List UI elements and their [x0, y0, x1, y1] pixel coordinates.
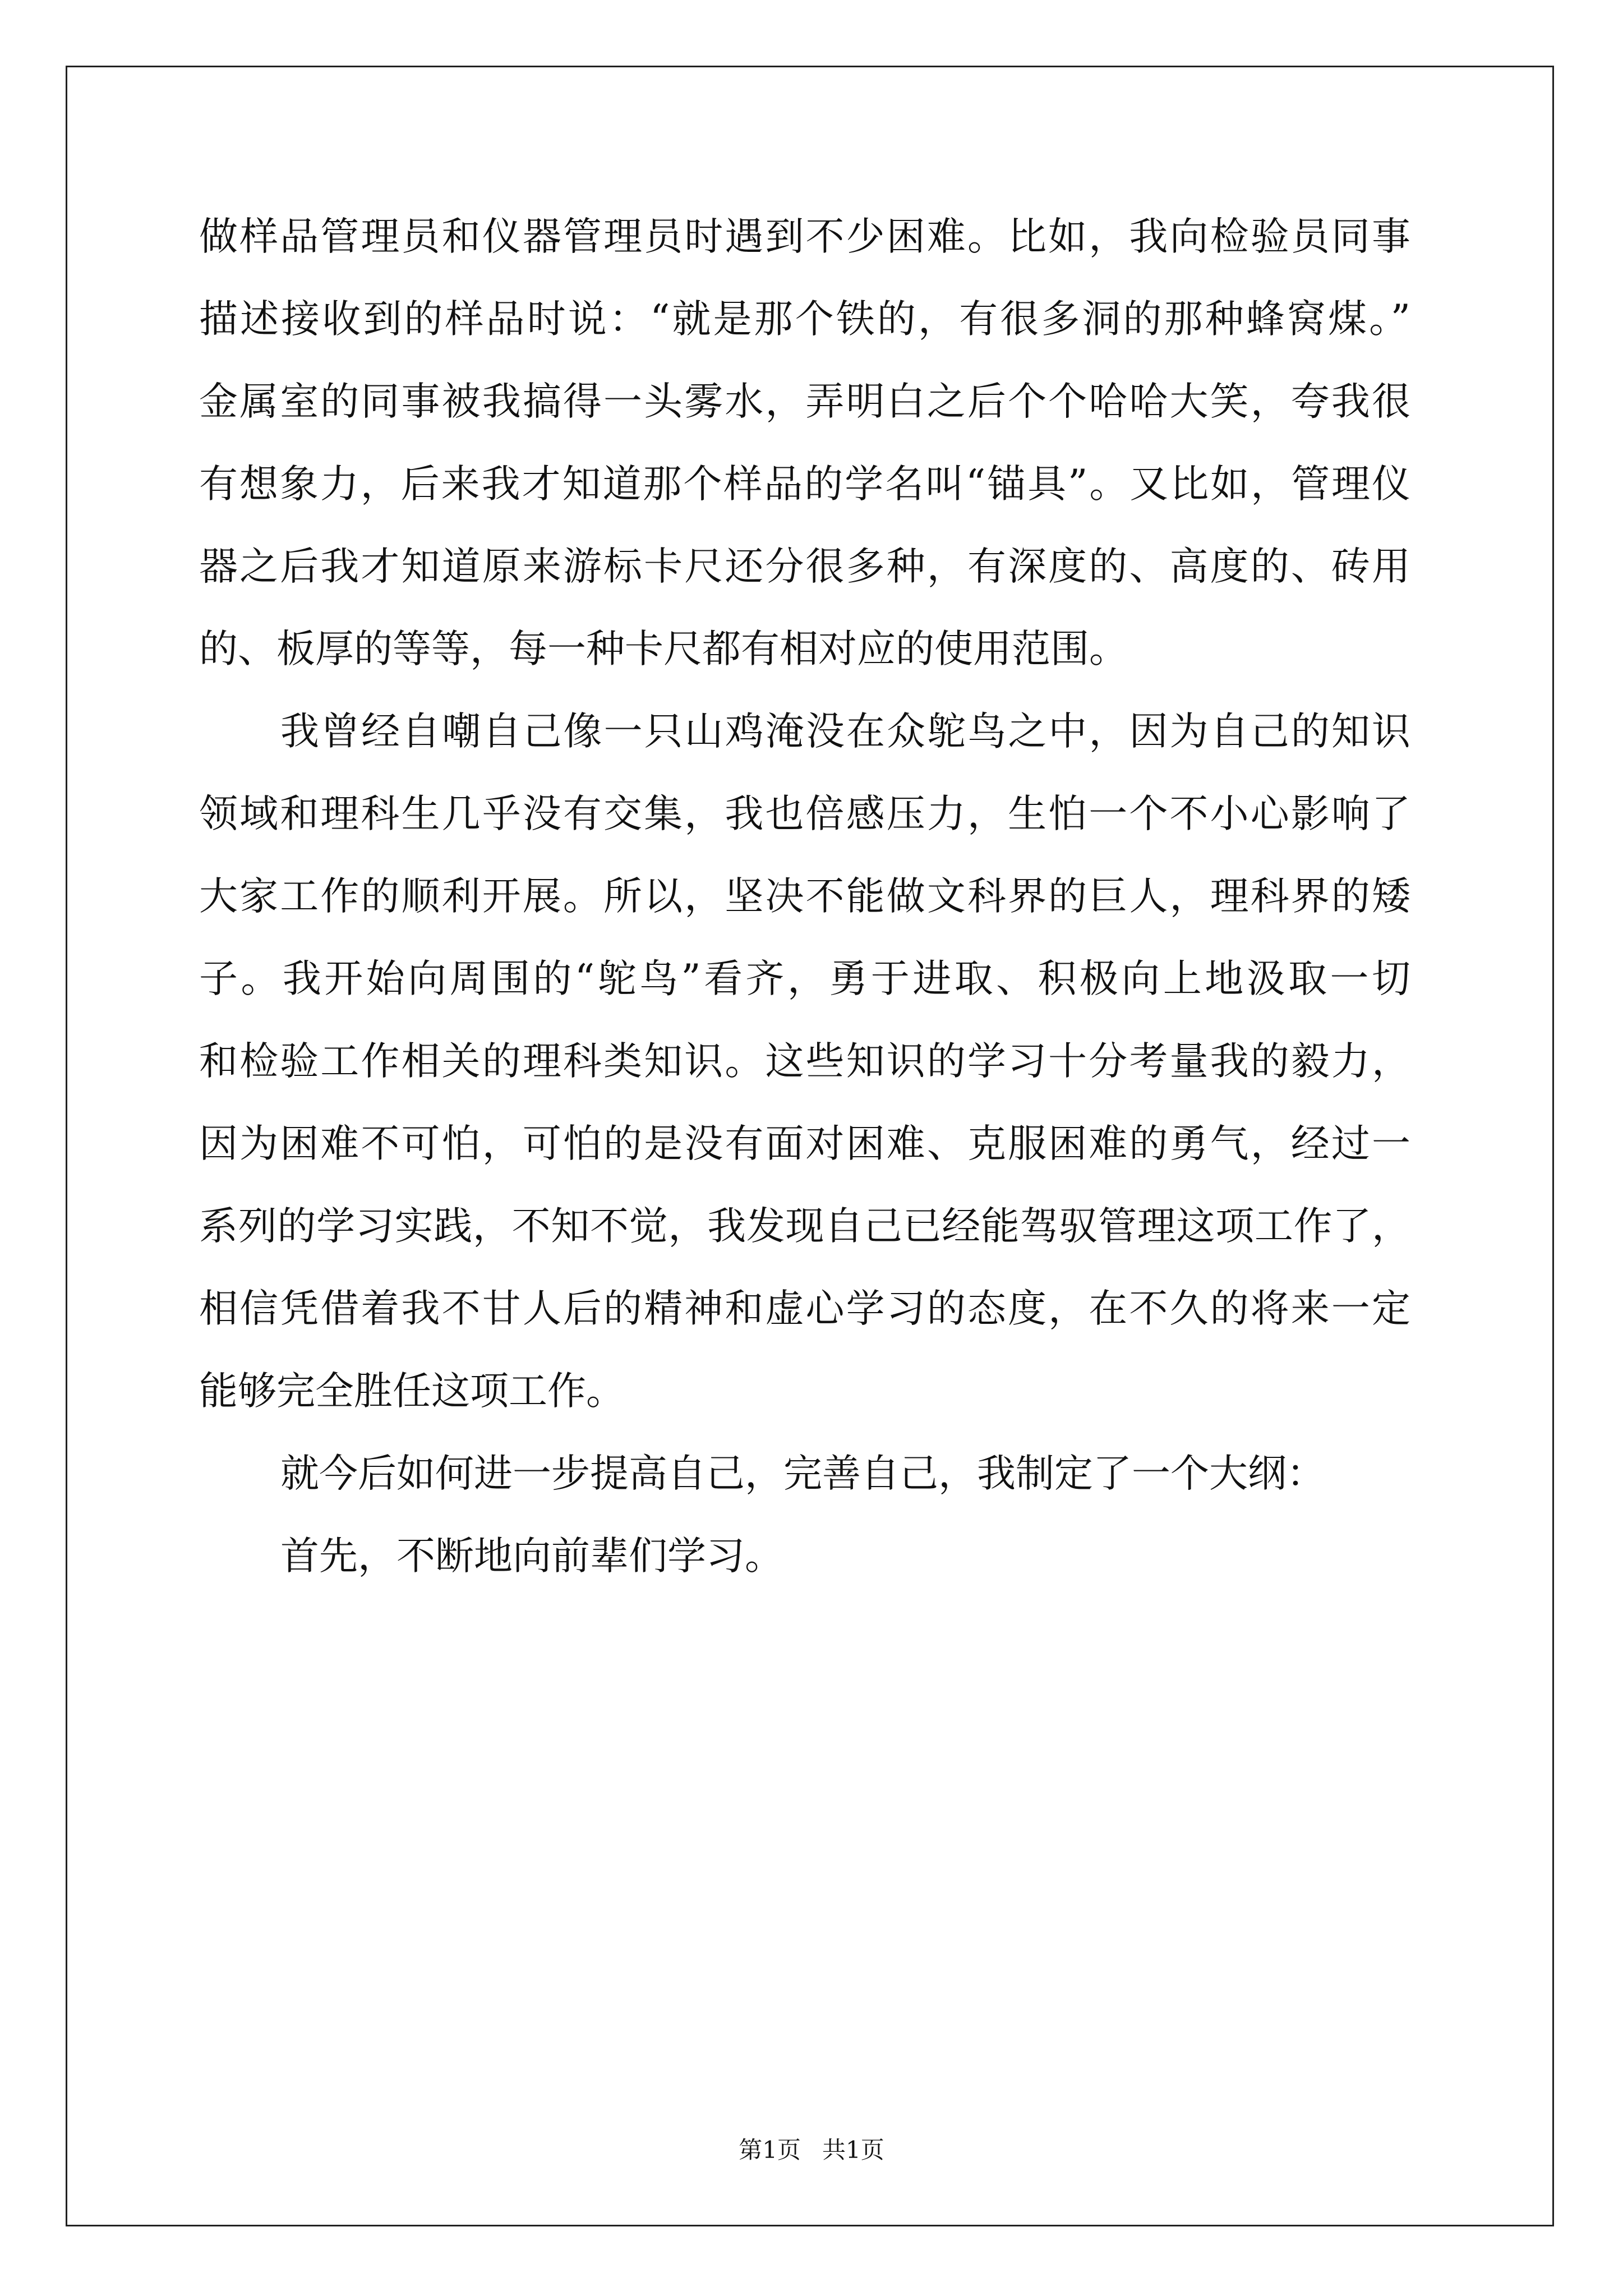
paragraph-first-line: 首先，不断地向前辈们学习。 — [280, 1534, 783, 1579]
text-line: 能够完全胜任这项工作。 — [199, 1369, 625, 1414]
page-number-total: 共1页 — [822, 2136, 884, 2164]
text-line: 器之后我才知道原来游标卡尺还分很多种，有深度的、高度的、砖用 — [199, 544, 1410, 589]
page-number-current: 第1页 — [739, 2136, 801, 2164]
text-line: 金属室的同事被我搞得一头雾水，弄明白之后个个哈哈大笑，夸我很 — [199, 379, 1410, 424]
text-line: 描述接收到的样品时说：“就是那个铁的，有很多洞的那种蜂窝煤。” — [199, 297, 1410, 342]
text-line: 相信凭借着我不甘人后的精神和虚心学习的态度，在不久的将来一定 — [199, 1286, 1410, 1331]
page-footer — [0, 2132, 1623, 2165]
text-line: 的、板厚的等等，每一种卡尺都有相对应的使用范围。 — [199, 627, 1128, 671]
text-line: 子。我开始向周围的“鸵鸟”看齐，勇于进取、积极向上地汲取一切 — [199, 956, 1410, 1001]
text-line: 因为困难不可怕，可怕的是没有面对困难、克服困难的勇气，经过一 — [199, 1121, 1410, 1166]
text-line: 领域和理科生几乎没有交集，我也倍感压力，生怕一个不小心影响了 — [199, 792, 1410, 836]
paragraph-first-line: 就今后如何进一步提高自己，完善自己，我制定了一个大纲： — [280, 1451, 1325, 1496]
text-line: 大家工作的顺利开展。所以，坚决不能做文科界的巨人，理科界的矮 — [199, 874, 1410, 919]
paragraph-first-line: 我曾经自嘲自己像一只山鸡淹没在众鸵鸟之中，因为自己的知识 — [280, 709, 1410, 754]
text-line: 和检验工作相关的理科类知识。这些知识的学习十分考量我的毅力， — [199, 1039, 1410, 1084]
text-line: 做样品管理员和仪器管理员时遇到不少困难。比如，我向检验员同事 — [199, 214, 1410, 259]
text-line: 系列的学习实践，不知不觉，我发现自己已经能驾驭管理这项工作了， — [199, 1204, 1410, 1249]
text-line: 有想象力，后来我才知道那个样品的学名叫“锚具”。又比如，管理仪 — [199, 462, 1410, 507]
